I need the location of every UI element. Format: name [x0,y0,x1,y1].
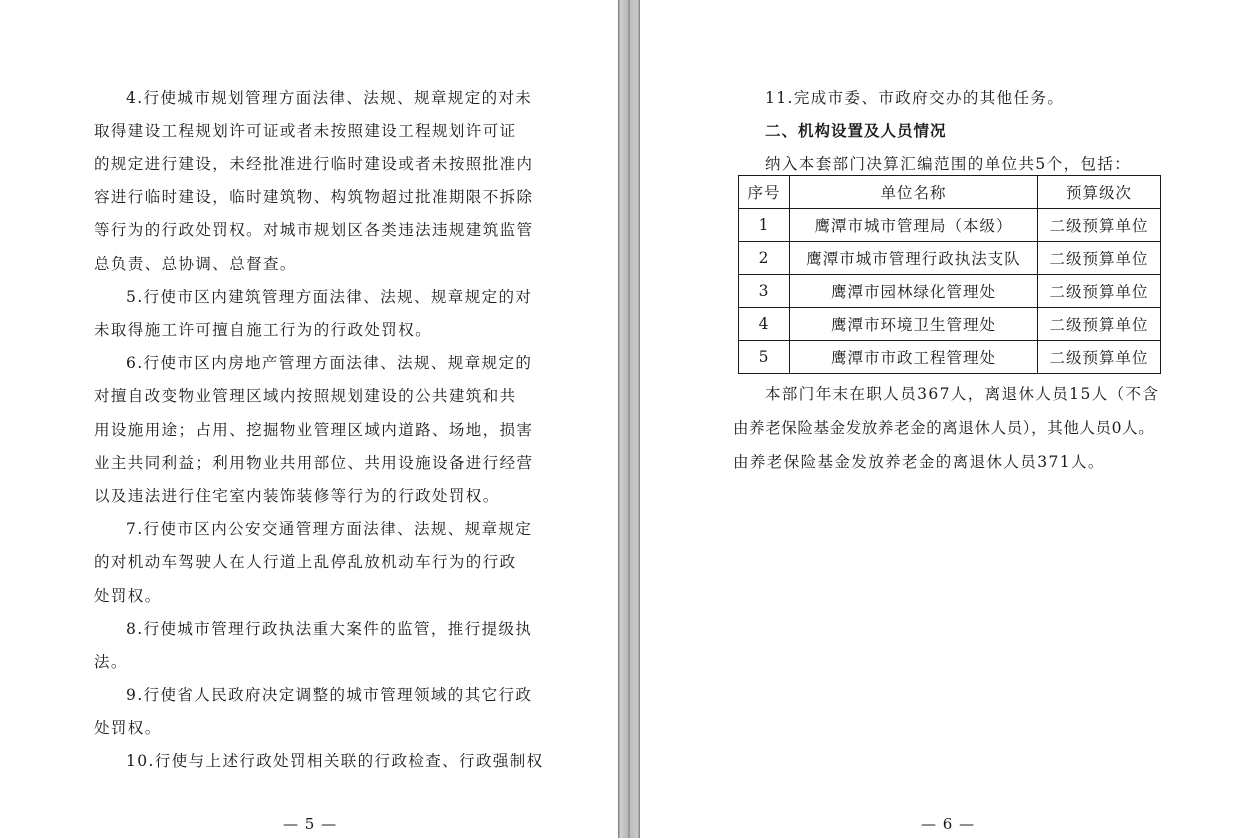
page-gutter [620,0,638,838]
table-row [739,209,1161,242]
paragraph-line: 8.行使城市管理行政执法重大案件的监管，推行提级执 [126,620,533,638]
table-row [739,242,1161,275]
paragraph-line: 取得建设工程规划许可证或者未按照建设工程规划许可证 [94,122,517,140]
paragraph-line: 的对机动车驾驶人在人行道上乱停乱放机动车行为的行政 [94,553,517,571]
table-cell: 鹰潭市市政工程管理处 [790,341,1038,374]
paragraph-line: 11.完成市委、市政府交办的其他任务。 [765,89,1065,107]
paragraph-line: 本部门年末在职人员367人，离退休人员15人（不含 [765,385,1160,403]
table-cell: 二级预算单位 [1038,209,1161,242]
table-cell: 鹰潭市园林绿化管理处 [790,275,1038,308]
units-table [738,175,1161,374]
paragraph-line: 等行为的行政处罚权。对城市规划区各类违法违规建筑监管 [94,221,534,239]
column-header: 序号 [739,176,790,209]
table-cell: 鹰潭市环境卫生管理处 [790,308,1038,341]
paragraph-line: 由养老保险基金发放养老金的离退休人员371人。 [733,453,1105,471]
paragraph-line: 9.行使省人民政府决定调整的城市管理领域的其它行政 [126,686,533,704]
paragraph-line: 6.行使市区内房地产管理方面法律、法规、规章规定的 [126,354,533,372]
page-number: — 5 — [283,815,338,833]
table-header-row [739,176,1161,209]
paragraph-line: 5.行使市区内建筑管理方面法律、法规、规章规定的对 [126,288,533,306]
paragraph-line: 由养老保险基金发放养老金的离退休人员），其他人员0人。 [733,419,1155,437]
table-cell: 二级预算单位 [1038,275,1161,308]
paragraph-line: 以及违法进行住宅室内装饰装修等行为的行政处罚权。 [94,487,500,505]
table-row [739,308,1161,341]
table-cell: 2 [739,242,790,275]
table-row [739,341,1161,374]
table-cell: 5 [739,341,790,374]
paragraph-line: 业主共同利益；利用物业共用部位、共用设施设备进行经营 [94,454,534,472]
table-cell: 3 [739,275,790,308]
table-cell: 1 [739,209,790,242]
paragraph-line: 容进行临时建设，临时建筑物、构筑物超过批准期限不拆除 [94,188,534,206]
paragraph-line: 处罚权。 [94,719,162,737]
table-cell: 鹰潭市城市管理局（本级） [790,209,1038,242]
paragraph-line: 法。 [94,653,128,671]
column-header: 预算级次 [1038,176,1161,209]
column-header: 单位名称 [790,176,1038,209]
section-heading: 二、机构设置及人员情况 [765,122,947,140]
paragraph-line: 4.行使城市规划管理方面法律、法规、规章规定的对未 [126,89,533,107]
table-cell: 4 [739,308,790,341]
table-cell: 鹰潭市城市管理行政执法支队 [790,242,1038,275]
table-cell: 二级预算单位 [1038,341,1161,374]
document-page-6 [639,0,1256,838]
table-cell: 二级预算单位 [1038,308,1161,341]
paragraph-line: 对擅自改变物业管理区域内按照规划建设的公共建筑和共 [94,387,517,405]
paragraph-line: 7.行使市区内公安交通管理方面法律、法规、规章规定 [126,520,533,538]
table-cell: 二级预算单位 [1038,242,1161,275]
paragraph-line: 未取得施工许可擅自施工行为的行政处罚权。 [94,321,433,339]
document-page-5 [0,0,619,838]
table-row [739,275,1161,308]
paragraph-line: 10.行使与上述行政处罚相关联的行政检查、行政强制权 [126,752,544,770]
paragraph-line: 处罚权。 [94,587,162,605]
paragraph-line: 纳入本套部门决算汇编范围的单位共5个，包括： [765,155,1132,173]
paragraph-line: 总负责、总协调、总督查。 [94,255,297,273]
paragraph-line: 的规定进行建设，未经批准进行临时建设或者未按照批准内 [94,155,534,173]
page-number: — 6 — [921,815,976,833]
paragraph-line: 用设施用途；占用、挖掘物业管理区域内道路、场地，损害 [94,421,534,439]
